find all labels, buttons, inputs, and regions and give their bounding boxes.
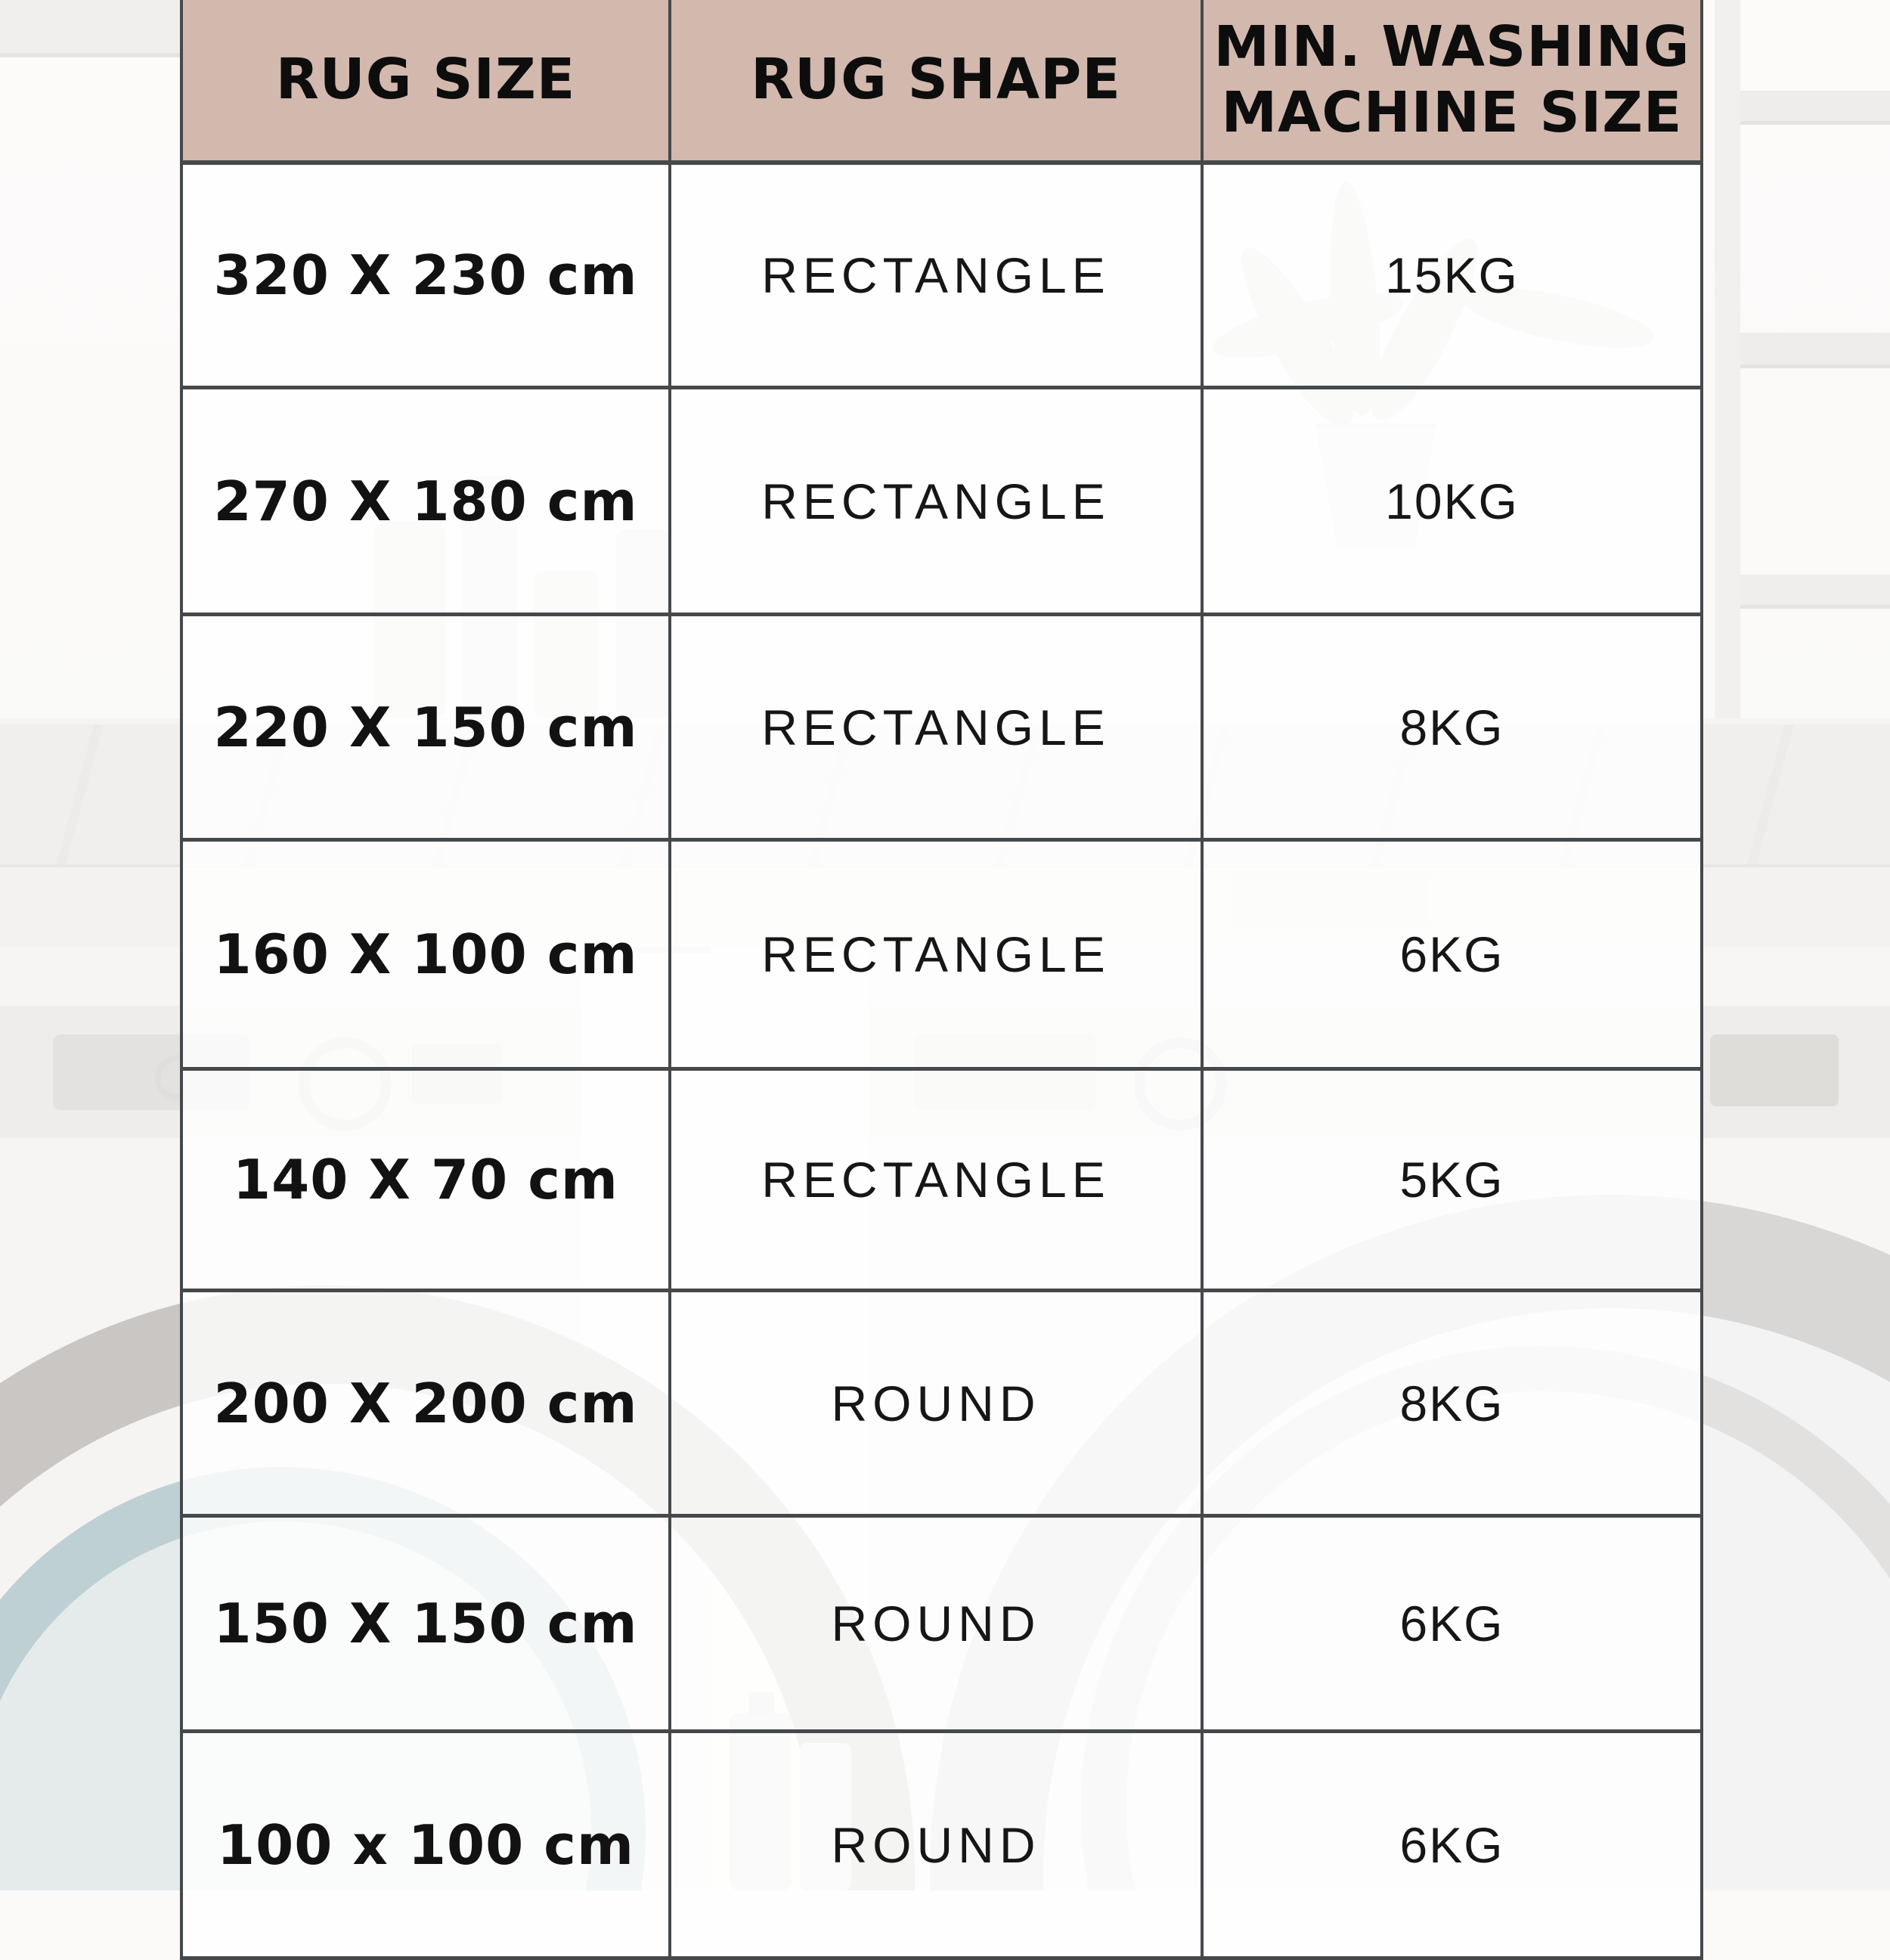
rug-size-cell [183,1071,671,1292]
machine-size-cell-text: 6KG [1399,1596,1504,1651]
machine-size-cell-text: 6KG [1399,926,1504,982]
header-machine-size-text: MIN. WASHING MACHINE SIZE [1213,14,1690,145]
machine-size-cell [1204,389,1700,616]
machine-size-cell [1204,842,1700,1071]
rug-shape-cell-text: RECTANGLE [761,247,1111,303]
rug-shape-cell-text: RECTANGLE [761,473,1111,529]
rug-size-cell [183,1518,671,1733]
rug-shape-cell-text: ROUND [831,1816,1041,1873]
machine-size-cell [1204,1071,1700,1292]
machine-size-cell-text: 15KG [1385,247,1519,303]
machine-size-cell [1204,1518,1700,1733]
machine-size-cell [1204,1292,1700,1518]
rug-size-cell-text: 320 X 230 cm [213,243,638,307]
rug-size-cell-text: 150 X 150 cm [213,1592,638,1655]
rug-shape-cell-text: RECTANGLE [761,926,1111,982]
header-rug-shape-text: RUG SHAPE [751,47,1121,113]
header-rug-size [183,0,671,165]
machine-size-cell [1204,616,1700,842]
rug-shape-cell-text: RECTANGLE [761,1152,1111,1208]
rug-size-cell-text: 220 X 150 cm [213,695,638,759]
rug-size-table [180,0,1703,1960]
header-machine-size [1204,0,1700,165]
background-shelf-board [1740,575,1890,609]
machine-size-cell [1204,1733,1700,1960]
rug-shape-cell [671,1518,1204,1733]
rug-shape-cell [671,389,1204,616]
rug-shape-cell [671,1292,1204,1518]
rug-size-cell [183,616,671,842]
machine-size-cell [1204,165,1700,389]
rug-size-cell-text: 100 x 100 cm [217,1813,634,1877]
rug-size-cell [183,389,671,616]
rug-shape-cell-text: RECTANGLE [761,699,1111,755]
rug-size-cell-text: 160 X 100 cm [213,923,638,986]
rug-shape-cell-text: ROUND [831,1375,1041,1431]
machine-size-cell-text: 6KG [1399,1816,1504,1873]
machine-size-cell-text: 8KG [1399,1375,1504,1431]
rug-size-cell [183,1292,671,1518]
rug-shape-cell [671,1733,1204,1960]
background-shelf-left [0,0,197,57]
rug-size-cell [183,1733,671,1960]
machine-size-cell-text: 10KG [1385,473,1519,529]
rug-size-cell-text: 270 X 180 cm [213,469,638,533]
rug-size-cell-text: 200 X 200 cm [213,1371,638,1435]
rug-size-cell-text: 140 X 70 cm [233,1148,618,1211]
rug-size-cell [183,842,671,1071]
header-rug-size-text: RUG SIZE [275,47,576,113]
machine-size-cell-text: 5KG [1399,1152,1504,1208]
machine-size-cell-text: 8KG [1399,699,1504,755]
header-rug-shape [671,0,1204,165]
background-shelf-board [1740,91,1890,125]
background-control-display [1710,1034,1839,1106]
rug-shape-cell [671,165,1204,389]
background-shelf-board [1740,333,1890,368]
rug-shape-cell-text: ROUND [831,1596,1041,1651]
rug-size-cell [183,165,671,389]
rug-shape-cell [671,1071,1204,1292]
rug-shape-cell [671,842,1204,1071]
rug-shape-cell [671,616,1204,842]
